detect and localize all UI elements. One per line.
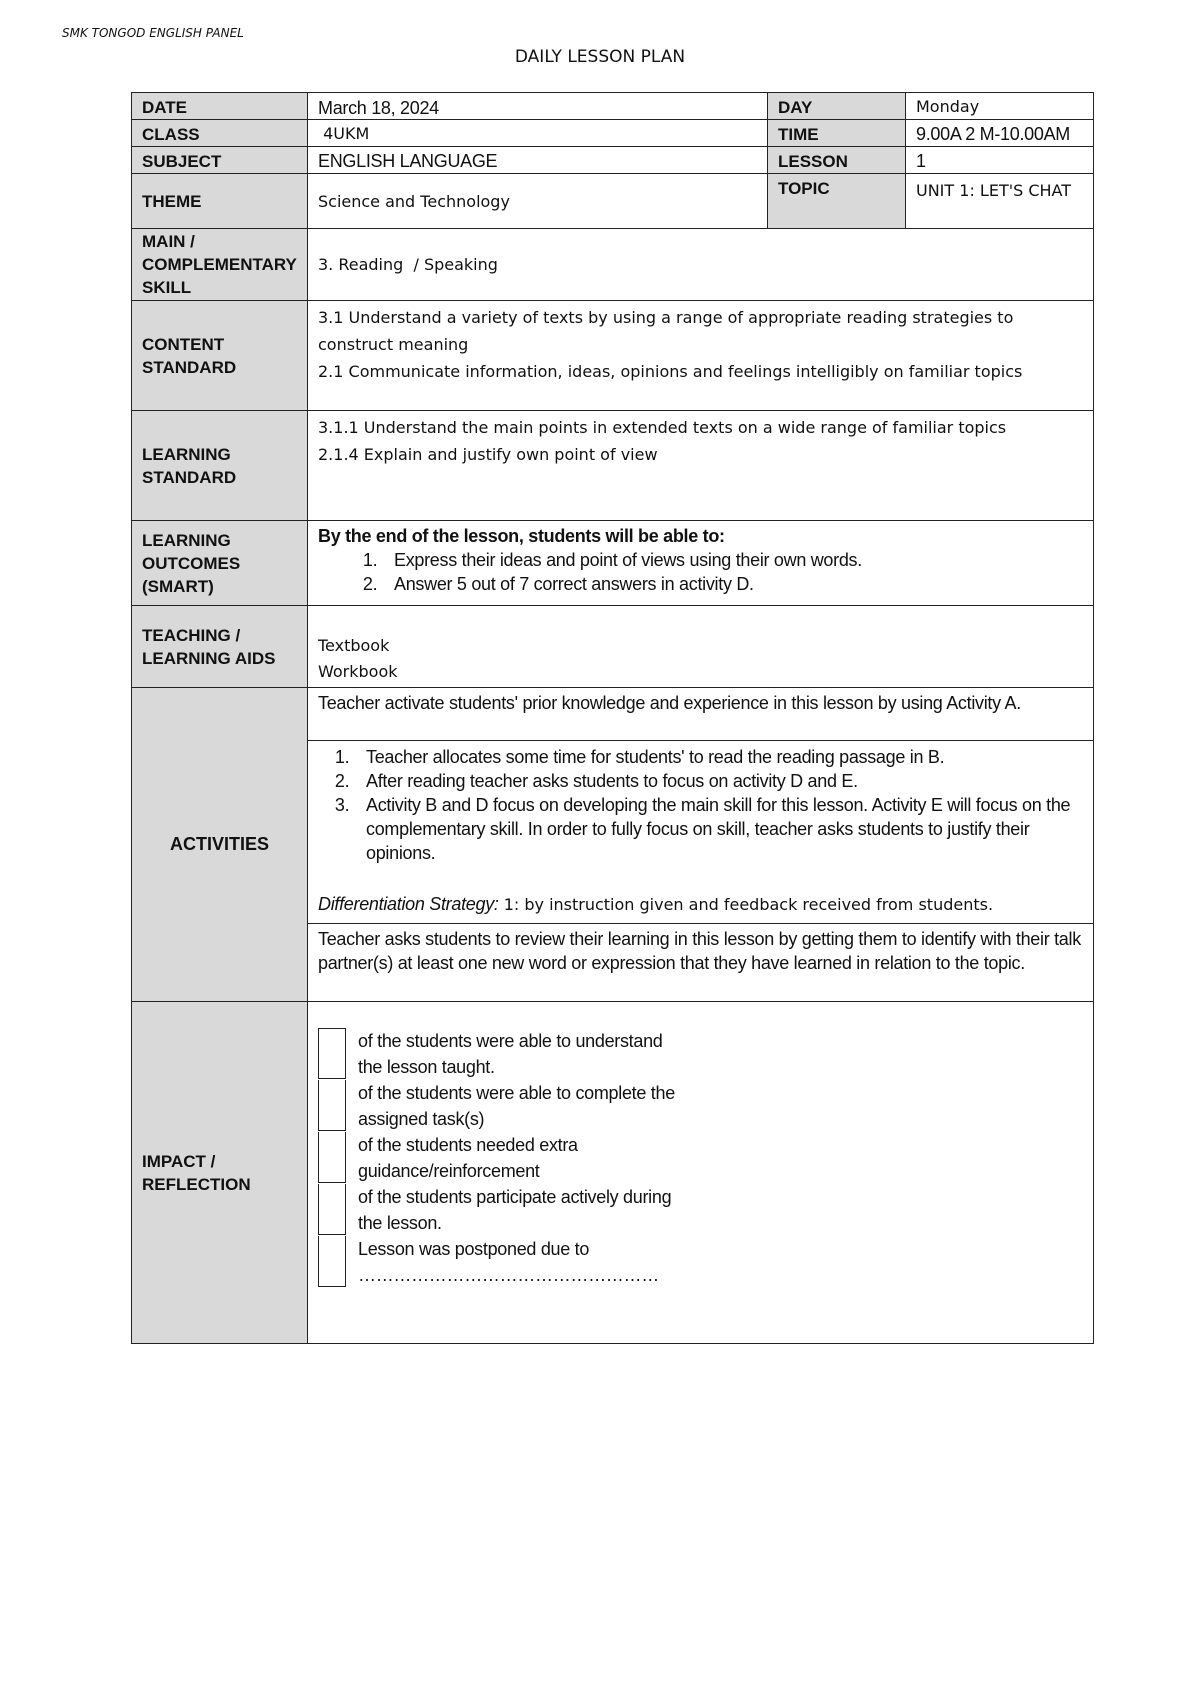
content-standard-item: 3.1 Understand a variety of texts by using a range of appropriate reading strategies to construct meaning <box>318 308 1014 354</box>
value-content-standard <box>308 301 1093 410</box>
label-teaching-aids: TEACHING / LEARNING AIDS <box>132 606 308 687</box>
value-learning-outcomes <box>308 521 1093 605</box>
activities-pre-lesson: Teacher activate students' prior knowledge and experience in this lesson by using Activity A. <box>308 688 1093 741</box>
value-date: March 18, 2024 <box>308 93 768 119</box>
row-date <box>131 92 1094 120</box>
outcomes-intro: By the end of the lesson, students will be able to: <box>318 526 725 546</box>
activity-item: 3. Activity B and D focus on developing the main skill for this lesson. Activity E will focus on the complementary skill. In order to fully focus on skill, teacher asks students to justify their opinions. <box>354 793 1083 865</box>
value-main-skill: 3. Reading / Speaking <box>318 255 498 274</box>
label-subject: SUBJECT <box>132 147 308 173</box>
value-learning-standard <box>308 411 1093 520</box>
row-teaching-aids <box>131 606 1094 688</box>
reflection-checkbox[interactable] <box>318 1236 346 1287</box>
label-learning-outcomes: LEARNING OUTCOMES (SMART) <box>132 521 308 605</box>
activity-item: 2. After reading teacher asks students to focus on activity D and E. <box>354 769 1083 793</box>
reflection-checkbox[interactable] <box>318 1028 346 1079</box>
label-impact-reflection: IMPACT / REFLECTION <box>132 1002 308 1343</box>
differentiation-strategy <box>318 891 1083 918</box>
aid-item: Textbook <box>318 636 390 655</box>
reflection-text: of the students were able to complete the assigned task(s) <box>358 1083 675 1129</box>
label-date: DATE <box>132 93 308 119</box>
row-learning-outcomes <box>131 521 1094 606</box>
reflection-checkbox[interactable] <box>318 1132 346 1183</box>
label-learning-standard: LEARNING STANDARD <box>132 411 308 520</box>
row-subject <box>131 147 1094 174</box>
value-topic: UNIT 1: LET'S CHAT <box>916 181 1072 200</box>
row-activities <box>131 688 1094 1002</box>
value-class: 4UKM <box>308 120 768 146</box>
activity-item: 1. Teacher allocates some time for students' to read the reading passage in B. <box>354 745 1083 769</box>
row-learning-standard <box>131 411 1094 521</box>
reflection-text: of the students needed extra guidance/reinforcement <box>358 1135 578 1181</box>
label-time: TIME <box>768 120 906 146</box>
activities-post-lesson: Teacher asks students to review their learning in this lesson by getting them to identify with their talk partner(s) at least one new word or expression that they have learned in relation to the topic. <box>318 929 1081 973</box>
reflection-text: of the students were able to understand the lesson taught. <box>358 1031 663 1077</box>
reflection-item <box>318 1132 1093 1184</box>
row-theme <box>131 174 1094 229</box>
row-impact-reflection <box>131 1002 1094 1344</box>
learning-standard-item: 3.1.1 Understand the main points in extended texts on a wide range of familiar topics <box>318 418 1007 437</box>
reflection-text: Lesson was postponed due to …………………………………………… <box>358 1239 659 1285</box>
value-theme: Science and Technology <box>308 174 768 228</box>
learning-standard-item: 2.1.4 Explain and justify own point of view <box>318 445 658 464</box>
activities-content <box>308 688 1093 1001</box>
reflection-checkbox[interactable] <box>318 1080 346 1131</box>
reflection-checklist <box>308 1002 1093 1343</box>
activities-list <box>318 745 1083 865</box>
value-day: Monday <box>916 97 980 116</box>
lesson-plan-table <box>131 92 1094 1344</box>
reflection-item <box>318 1236 1093 1288</box>
reflection-item <box>318 1184 1093 1236</box>
activities-while-lesson <box>308 741 1093 924</box>
outcome-item: 1. Express their ideas and point of views using their own words. <box>382 548 1083 572</box>
value-teaching-aids <box>308 606 1093 687</box>
label-class: CLASS <box>132 120 308 146</box>
label-lesson: LESSON <box>768 147 906 173</box>
label-main-skill: MAIN / COMPLEMENTARY SKILL <box>132 229 308 300</box>
header-note: SMK TONGOD ENGLISH PANEL <box>62 26 244 40</box>
differentiation-label: Differentiation Strategy: <box>318 894 499 914</box>
reflection-text: of the students participate actively during the lesson. <box>358 1187 672 1233</box>
reflection-item <box>318 1080 1093 1132</box>
label-theme: THEME <box>132 174 308 228</box>
value-subject: ENGLISH LANGUAGE <box>308 147 768 173</box>
differentiation-text: 1: by instruction given and feedback received from students. <box>498 895 994 914</box>
label-content-standard: CONTENT STANDARD <box>132 301 308 410</box>
label-activities: ACTIVITIES <box>132 688 308 1001</box>
aid-item: Workbook <box>318 662 398 681</box>
outcome-item: 2. Answer 5 out of 7 correct answers in activity D. <box>382 572 1083 596</box>
content-standard-item: 2.1 Communicate information, ideas, opinions and feelings intelligibly on familiar topics <box>318 362 1023 381</box>
document-title: DAILY LESSON PLAN <box>514 47 686 67</box>
outcomes-list <box>318 548 1083 596</box>
reflection-item <box>318 1028 1093 1080</box>
row-content-standard <box>131 301 1094 411</box>
value-lesson: 1 <box>916 151 926 171</box>
value-time: 9.00A 2 M-10.00AM <box>916 124 1070 144</box>
row-main-skill <box>131 229 1094 301</box>
reflection-checkbox[interactable] <box>318 1184 346 1235</box>
row-class <box>131 120 1094 147</box>
label-day: DAY <box>768 93 906 119</box>
label-topic: TOPIC <box>768 174 906 228</box>
